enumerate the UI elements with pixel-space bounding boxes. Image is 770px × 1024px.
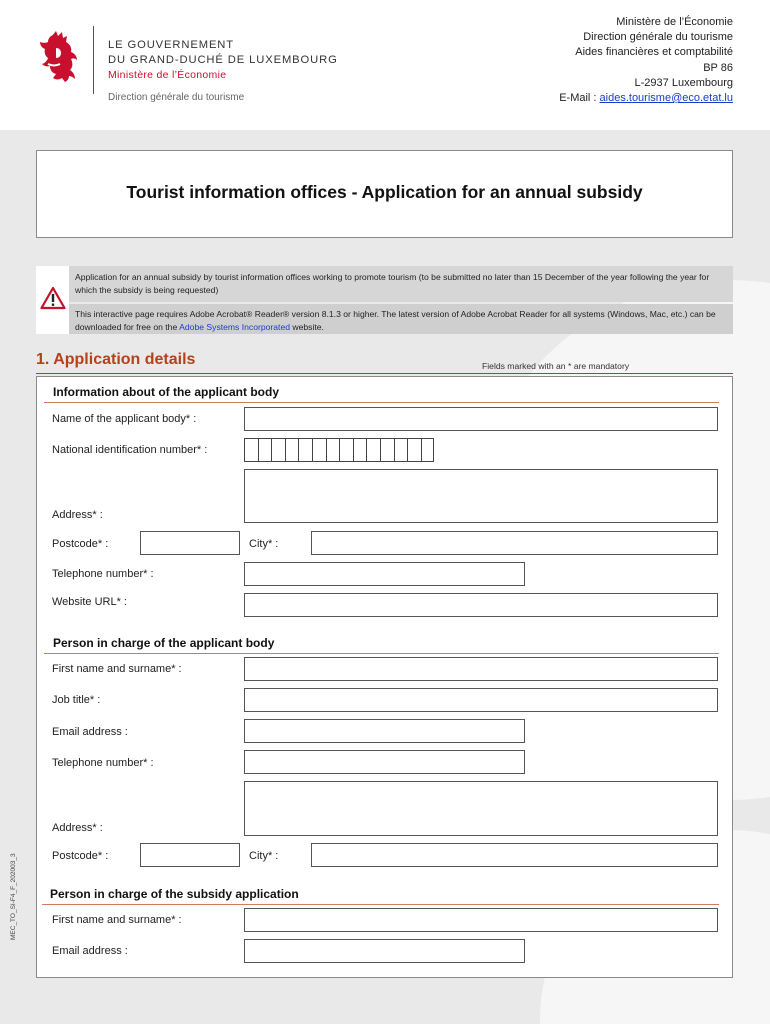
address-line-4: BP 86 xyxy=(703,61,733,74)
notice-acrobat xyxy=(69,304,733,334)
subsidy-person-heading: Person in charge of the subsidy application xyxy=(50,887,299,901)
person-phone-field[interactable] xyxy=(244,750,525,774)
applicant-address-field[interactable] xyxy=(244,469,718,523)
notice-acrobat-tail: website. xyxy=(290,321,324,332)
person-job-label: Job title* : xyxy=(52,694,101,706)
warning-triangle-icon xyxy=(40,286,66,310)
applicant-website-field[interactable] xyxy=(244,593,718,617)
address-line-3: Aides financières et comptabilité xyxy=(575,46,733,59)
applicant-postcode-field[interactable] xyxy=(140,531,240,555)
title-box xyxy=(36,150,733,238)
applicant-heading: Information about of the applicant body xyxy=(53,385,279,399)
person-city-field[interactable] xyxy=(311,843,718,867)
person-heading: Person in charge of the applicant body xyxy=(53,636,275,650)
directorate-name: Direction générale du tourisme xyxy=(108,92,245,103)
address-line-5: L-2937 Luxembourg xyxy=(634,76,733,89)
nid-digit[interactable] xyxy=(271,438,285,462)
gov-line-2: DU GRAND-DUCHÉ DE LUXEMBOURG xyxy=(108,54,338,66)
applicant-phone-label: Telephone number* : xyxy=(52,568,154,580)
nid-digit[interactable] xyxy=(244,438,258,462)
email-line xyxy=(559,91,733,106)
person-email-label: Email address : xyxy=(52,726,128,738)
person-email-field[interactable] xyxy=(244,719,525,743)
adobe-link[interactable]: Adobe Systems Incorporated xyxy=(179,321,290,332)
person-heading-rule xyxy=(44,653,719,654)
nid-field[interactable] xyxy=(244,438,434,462)
red-lion-icon xyxy=(34,30,84,92)
notice-acrobat-text: This interactive page requires Adobe Acrobat® Reader® version 8.1.3 or higher. The latest version of Adobe Acrobat Reader for all systems (Windows, Mac, etc.) can be downloaded for free on the xyxy=(75,309,716,332)
applicant-name-field[interactable] xyxy=(244,407,718,431)
person-postcode-label: Postcode* : xyxy=(52,850,109,862)
nid-digit[interactable] xyxy=(258,438,272,462)
subsidy-person-heading-rule xyxy=(42,904,719,905)
page-header xyxy=(0,0,770,130)
header-divider xyxy=(93,26,94,94)
page-title: Tourist information offices - Application for an annual subsidy xyxy=(126,182,643,202)
applicant-website-label: Website URL* : xyxy=(52,596,127,608)
applicant-city-field[interactable] xyxy=(311,531,718,555)
applicant-phone-field[interactable] xyxy=(244,562,525,586)
person-job-field[interactable] xyxy=(244,688,718,712)
subsidy-person-name-label: First name and surname* : xyxy=(52,914,182,926)
section-title: 1. Application details xyxy=(36,351,196,368)
address-line-2: Direction générale du tourisme xyxy=(583,31,733,44)
applicant-name-label: Name of the applicant body* : xyxy=(52,413,197,425)
nid-digit[interactable] xyxy=(421,438,435,462)
person-city-label: City* : xyxy=(249,850,279,862)
address-line-1: Ministère de l’Économie xyxy=(616,16,733,28)
subsidy-person-name-field[interactable] xyxy=(244,908,718,932)
person-address-field[interactable] xyxy=(244,781,718,836)
nid-digit[interactable] xyxy=(312,438,326,462)
applicant-address-label: Address* : xyxy=(52,509,103,521)
person-postcode-field[interactable] xyxy=(140,843,240,867)
person-address-label: Address* : xyxy=(52,822,103,834)
email-label: E-Mail : xyxy=(559,92,597,105)
nid-digit[interactable] xyxy=(380,438,394,462)
person-name-label: First name and surname* : xyxy=(52,663,182,675)
nid-label: National identification number* : xyxy=(52,444,208,456)
nid-digit[interactable] xyxy=(353,438,367,462)
nid-digit[interactable] xyxy=(339,438,353,462)
notice-deadline: Application for an annual subsidy by tourist information offices working to promote tourism (to be submitted no later than 15 December of the year following the year for which the subsidy is being requested) xyxy=(69,266,733,302)
section-underline xyxy=(36,373,733,374)
subsidy-person-email-field[interactable] xyxy=(244,939,525,963)
nid-digit[interactable] xyxy=(366,438,380,462)
subsidy-person-email-label: Email address : xyxy=(52,945,128,957)
person-phone-label: Telephone number* : xyxy=(52,757,154,769)
email-link[interactable]: aides.tourisme@eco.etat.lu xyxy=(599,92,733,105)
mandatory-note: Fields marked with an * are mandatory xyxy=(482,361,630,371)
gov-line-1: LE GOUVERNEMENT xyxy=(108,39,235,51)
applicant-heading-rule xyxy=(44,402,719,403)
government-wordmark xyxy=(108,38,338,83)
nid-digit[interactable] xyxy=(407,438,421,462)
nid-digit[interactable] xyxy=(298,438,312,462)
person-name-field[interactable] xyxy=(244,657,718,681)
nid-digit[interactable] xyxy=(394,438,408,462)
form-reference-code: MEC_TO_SI-F4_F_202003_3 xyxy=(10,853,17,940)
postal-address xyxy=(559,15,733,106)
applicant-city-label: City* : xyxy=(249,538,279,550)
nid-digit[interactable] xyxy=(285,438,299,462)
nid-digit[interactable] xyxy=(326,438,340,462)
applicant-postcode-label: Postcode* : xyxy=(52,538,109,550)
ministry-name: Ministère de l’Économie xyxy=(108,69,227,81)
